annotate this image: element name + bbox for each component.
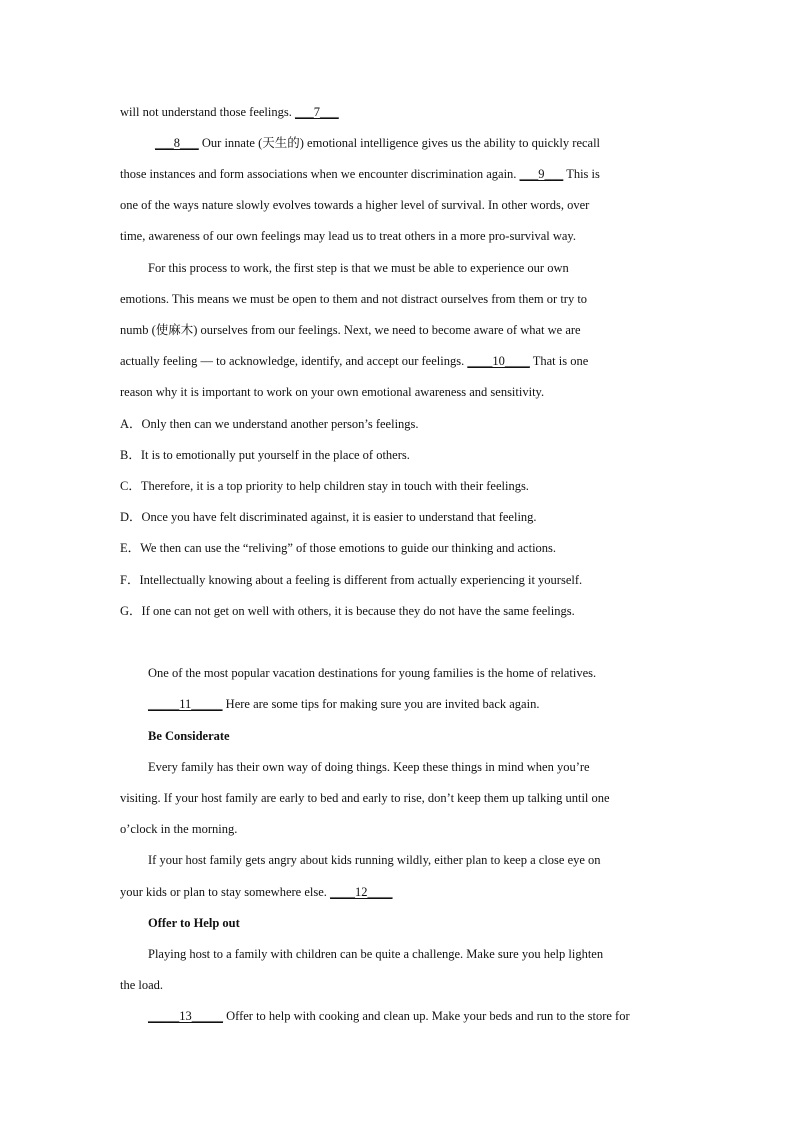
passage1-line: those instances and form associations when we encounter discrimination again. ___9___ This is [120,167,600,181]
section-heading: Be Considerate [148,729,230,743]
passage2-line: Playing host to a family with children can be quite a challenge. Make sure you help lighten [148,947,604,961]
passage2-line: the load. [120,978,164,992]
passage2-line: If your host family gets angry about kids running wildly, either plan to keep a close eye on [148,853,601,867]
blank-11[interactable]: _____11_____ [148,697,223,711]
passage2-line: o’clock in the morning. [120,822,238,836]
blank-9[interactable]: ___9___ [519,167,564,181]
blank-10[interactable]: ____10____ [467,354,530,368]
option-a[interactable]: A．Only then can we understand another person’s feelings. [120,417,419,431]
option-c[interactable]: C．Therefore, it is a top priority to help children stay in touch with their feelings. [120,479,529,493]
blank-12[interactable]: ____12____ [330,885,393,899]
option-b[interactable]: B．It is to emotionally put yourself in the place of others. [120,448,410,462]
passage1-line: actually feeling — to acknowledge, identify, and accept our feelings. ____10____ That is one [120,354,589,368]
passage2-line: _____13_____ Offer to help with cooking and clean up. Make your beds and run to the store for [148,1009,630,1023]
passage1-line: emotions. This means we must be open to them and not distract ourselves from them or try to [120,292,588,306]
option-g[interactable]: G．If one can not get on well with others, it is because they do not have the same feelings. [120,604,575,618]
option-e[interactable]: E．We then can use the “reliving” of those emotions to guide our thinking and actions. [120,541,557,555]
section-heading: Offer to Help out [148,916,240,930]
passage1-line: For this process to work, the first step is that we must be able to experience our own [148,261,569,275]
passage2-line: Every family has their own way of doing things. Keep these things in mind when you’re [148,760,590,774]
passage2-line: One of the most popular vacation destinations for young families is the home of relatives. [148,666,597,680]
blank-7[interactable]: ___7___ [294,105,339,119]
passage1-line: will not understand those feelings. ___7___ [120,105,339,119]
option-d[interactable]: D．Once you have felt discriminated against, it is easier to understand that feeling. [120,510,537,524]
option-f[interactable]: F．Intellectually knowing about a feeling is different from actually experiencing it yourself. [120,573,583,587]
passage2-line: your kids or plan to stay somewhere else. ____12____ [120,885,393,899]
passage1-line: ___8___ Our innate (天生的) emotional intelligence gives us the ability to quickly recall [155,136,601,150]
passage1-line: reason why it is important to work on your own emotional awareness and sensitivity. [120,385,545,399]
passage1-line: one of the ways nature slowly evolves towards a higher level of survival. In other words, over [120,198,590,212]
passage1-line: time, awareness of our own feelings may lead us to treat others in a more pro-survival way. [120,229,576,243]
passage1-line: numb (使麻木) ourselves from our feelings. Next, we need to become aware of what we are [120,323,581,337]
passage2-line: visiting. If your host family are early to bed and early to rise, don’t keep them up talking until one [120,791,610,805]
blank-13[interactable]: _____13_____ [148,1009,223,1023]
passage2-line: _____11_____ Here are some tips for making sure you are invited back again. [148,697,540,711]
blank-8[interactable]: ___8___ [155,136,199,150]
